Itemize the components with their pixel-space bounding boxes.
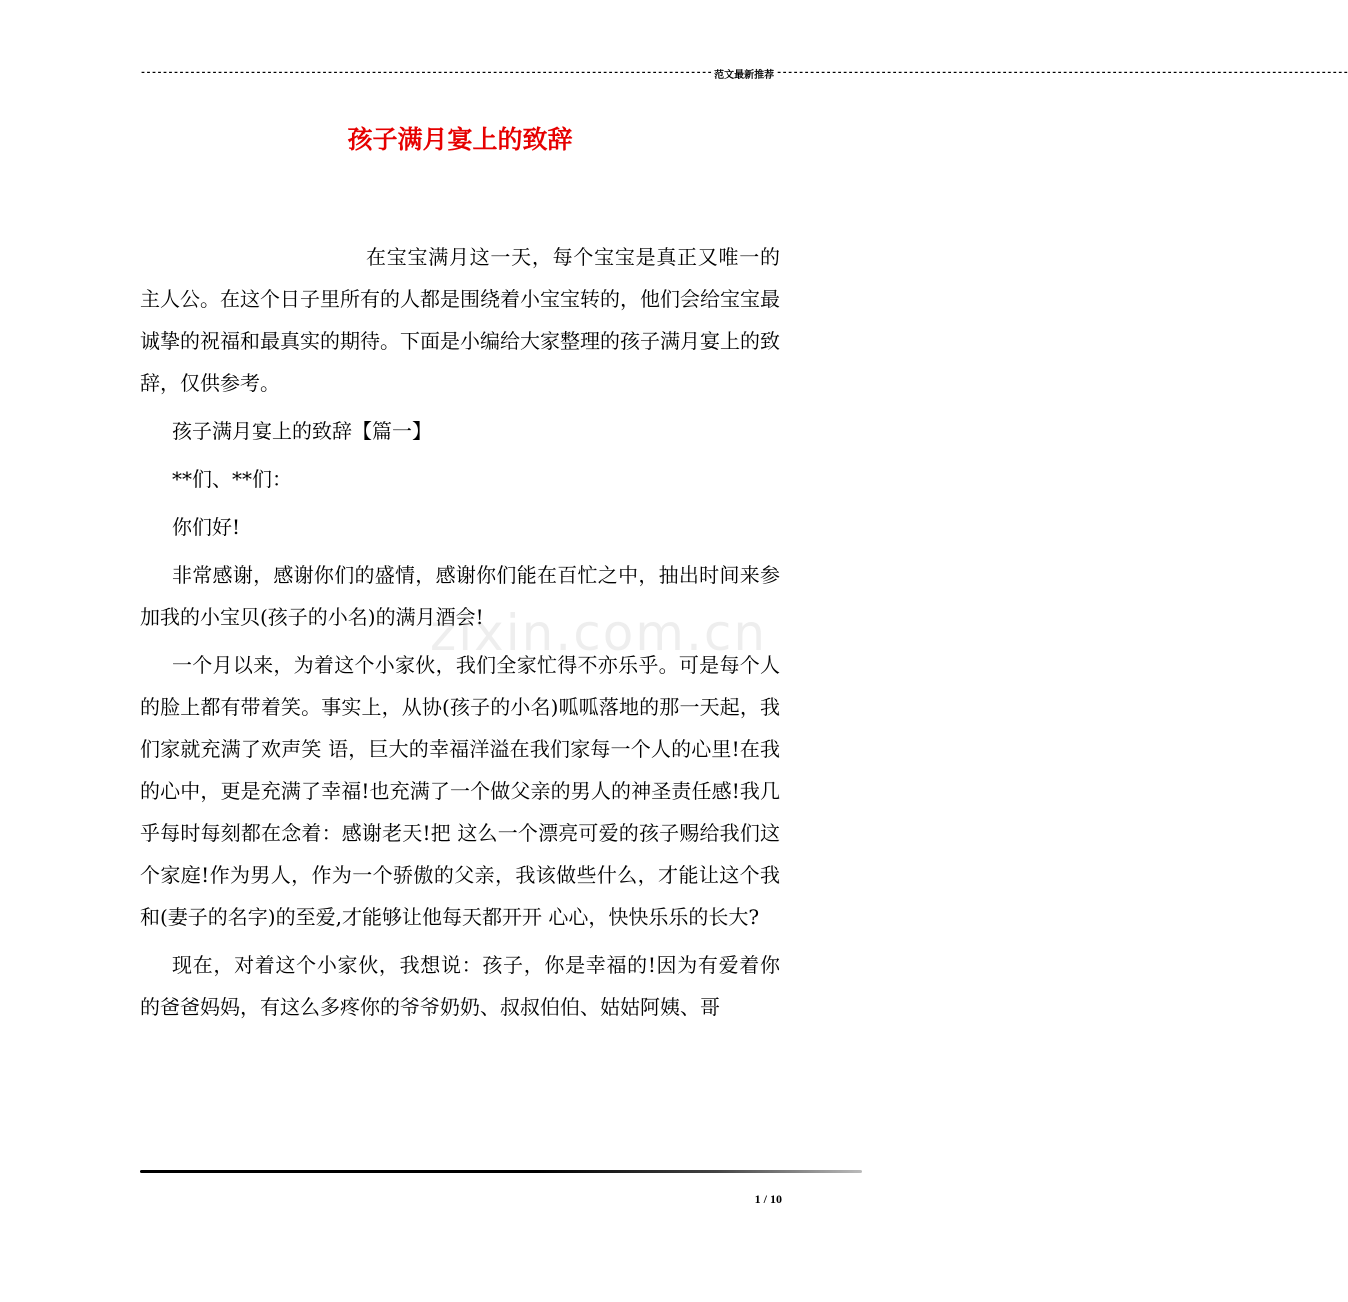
greeting: 你们好!	[172, 515, 241, 539]
document-title: 孩子满月宴上的致辞	[347, 125, 573, 154]
body-paragraph: 现在，对着这个小家伙，我想说：孩子，你是幸福的!因为有爱着你的爸爸妈妈，有这么多疼你的爷爷奶奶、叔叔伯伯、姑姑阿姨、哥	[140, 953, 780, 1019]
header-label: 范文最新推荐	[714, 70, 775, 81]
page-header	[140, 66, 1348, 81]
watermark: zixin.com.cn	[430, 604, 768, 662]
header-dashes-left: --------------------------------------------------------------------------------------------------------	[140, 68, 713, 79]
section-heading: 孩子满月宴上的致辞【篇一】	[172, 419, 432, 443]
footer-divider	[140, 1170, 862, 1173]
intro-paragraph: 在宝宝满月这一天，每个宝宝是真正又唯一的主人公。在这个日子里所有的人都是围绕着小宝宝转的，他们会给宝宝最诚挚的祝福和最真实的期待。下面是小编给大家整理的孩子满月宴上的致辞，仅供参考。	[140, 245, 780, 395]
document-body	[140, 236, 780, 1034]
salutation: **们、**们：	[172, 467, 292, 491]
body-paragraph: 非常感谢，感谢你们的盛情，感谢你们能在百忙之中，抽出时间来参加我的小宝贝(孩子的小名)的满月酒会!	[140, 563, 780, 629]
page-number: 1 / 10	[754, 1192, 782, 1206]
header-dashes-right: --------------------------------------------------------------------------------------------------------	[776, 68, 1348, 79]
body-paragraph: 一个月以来，为着这个小家伙，我们全家忙得不亦乐乎。可是每个人的脸上都有带着笑。事实上，从协(孩子的小名)呱呱落地的那一天起，我们家就充满了欢声笑 语，巨大的幸福洋溢在我们家每一个人的心里!在我的心中，更是充满了幸福!也充满了一个做父亲的男人的神圣责任感!我几乎每时每刻都在念着：感谢老天!把 这么一个漂亮可爱的孩子赐给我们这个家庭!作为男人，作为一个骄傲的父亲，我该做些什么，才能让这个我和(妻子的名字)的至爱,才能够让他每天都开开 心心，快快乐乐的长大?	[140, 653, 780, 929]
